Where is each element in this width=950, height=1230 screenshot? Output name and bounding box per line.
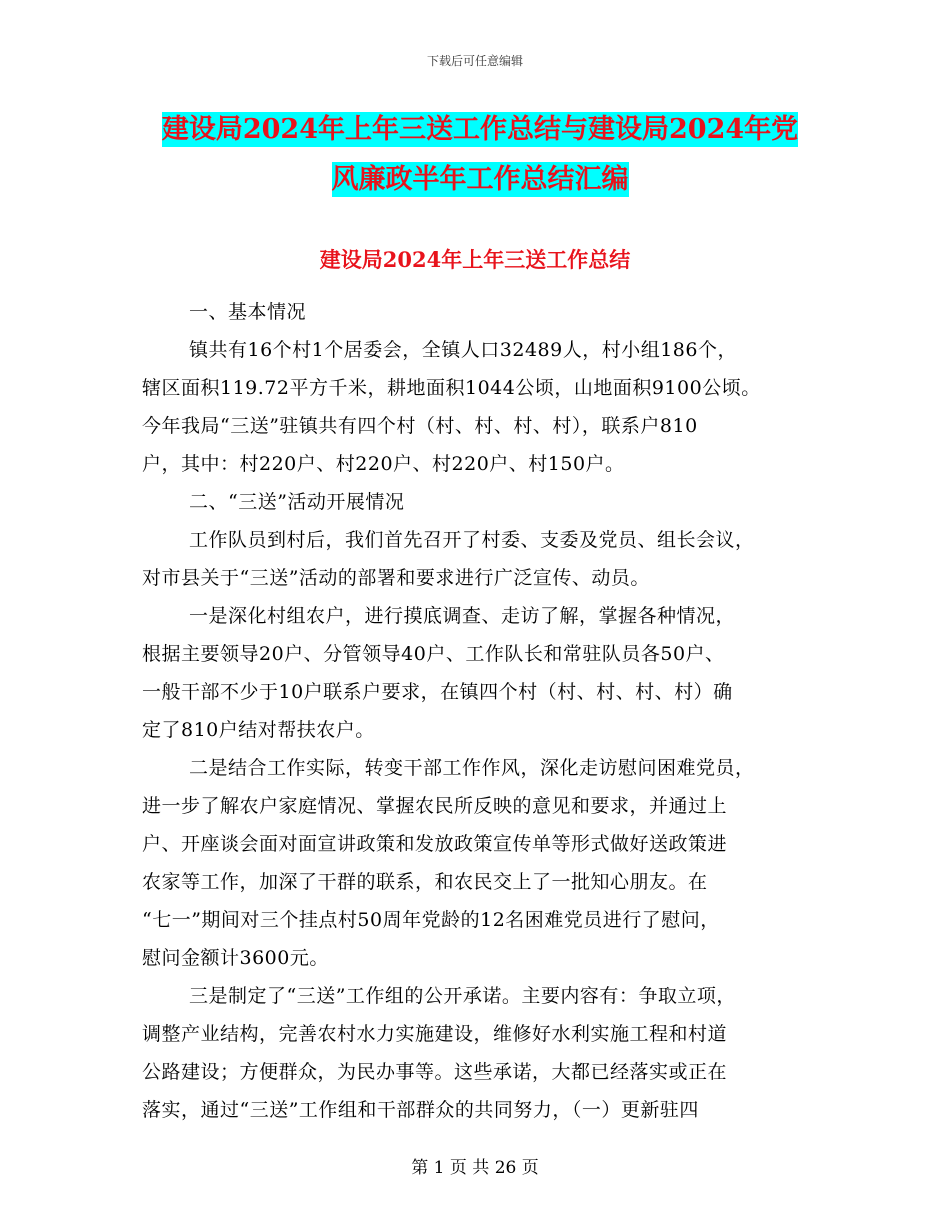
heading-activities: 二、“三送”活动开展情况 [189,491,405,513]
paragraph-line: 镇共有16个村1个居委会，全镇人口32489人，村小组186个， [189,339,737,361]
paragraph-line: 落实，通过“三送”工作组和干部群众的共同努力，（一）更新驻四 [142,1099,699,1121]
section-title: 建设局2024年上年三送工作总结 [319,247,631,272]
paragraph-line: 调整产业结构，完善农村水力实施建设，维修好水利实施工程和村道 [142,1023,728,1045]
page-number: 第 1 页 共 26 页 [411,1158,539,1178]
main-title-text-2: 风廉政半年工作总结汇编 [331,164,629,195]
paragraph-line: 慰问金额计3600元。 [142,947,329,969]
paragraph-line: 三是制定了“三送”工作组的公开承诺。主要内容有：争取立项， [189,985,736,1007]
paragraph-line: “七一”期间对三个挂点村50周年党龄的12名困难党员进行了慰问， [142,909,720,931]
heading-basic-info: 一、基本情况 [189,301,307,323]
paragraph-line: 根据主要领导20户、分管领导40户、工作队长和常驻队员各50户、 [142,643,725,665]
main-title-line-1 [150,104,810,156]
paragraph-line: 公路建设；方便群众，为民办事等。这些承诺，大都已经落实或正在 [142,1061,728,1083]
paragraph-line: 进一步了解农户家庭情况、掌握农民所反映的意见和要求，并通过上 [142,795,728,817]
paragraph-line: 户、开座谈会面对面宣讲政策和发放政策宣传单等形式做好送政策进 [142,833,728,855]
paragraph-line: 今年我局“三送”驻镇共有四个村（村、村、村、村），联系户810 [142,415,698,437]
main-title-text-1: 建设局2024年上年三送工作总结与建设局2024年党 [161,114,799,145]
paragraph-line: 一是深化村组农户，进行摸底调查、走访了解，掌握各种情况， [189,605,736,627]
main-title-line-2 [150,154,810,206]
paragraph-line: 二是结合工作实际，转变干部工作作风，深化走访慰问困难党员， [189,757,755,779]
paragraph-line: 工作队员到村后，我们首先召开了村委、支委及党员、组长会议， [189,529,755,551]
paragraph-line: 户，其中：村220户、村220户、村220户、村150户。 [142,453,625,475]
paragraph-line: 农家等工作，加深了干群的联系，和农民交上了一批知心朋友。在 [142,871,708,893]
paragraph-line: 定了810户结对帮扶农户。 [142,719,375,741]
header-note: 下载后可任意编辑 [426,54,523,68]
paragraph-line: 对市县关于“三送”活动的部署和要求进行广泛宣传、动员。 [142,567,650,589]
paragraph-line: 辖区面积119.72平方千米，耕地面积1044公顷，山地面积9100公顷。 [142,377,761,399]
paragraph-line: 一般干部不少于10户联系户要求，在镇四个村（村、村、村、村）确 [142,681,733,703]
